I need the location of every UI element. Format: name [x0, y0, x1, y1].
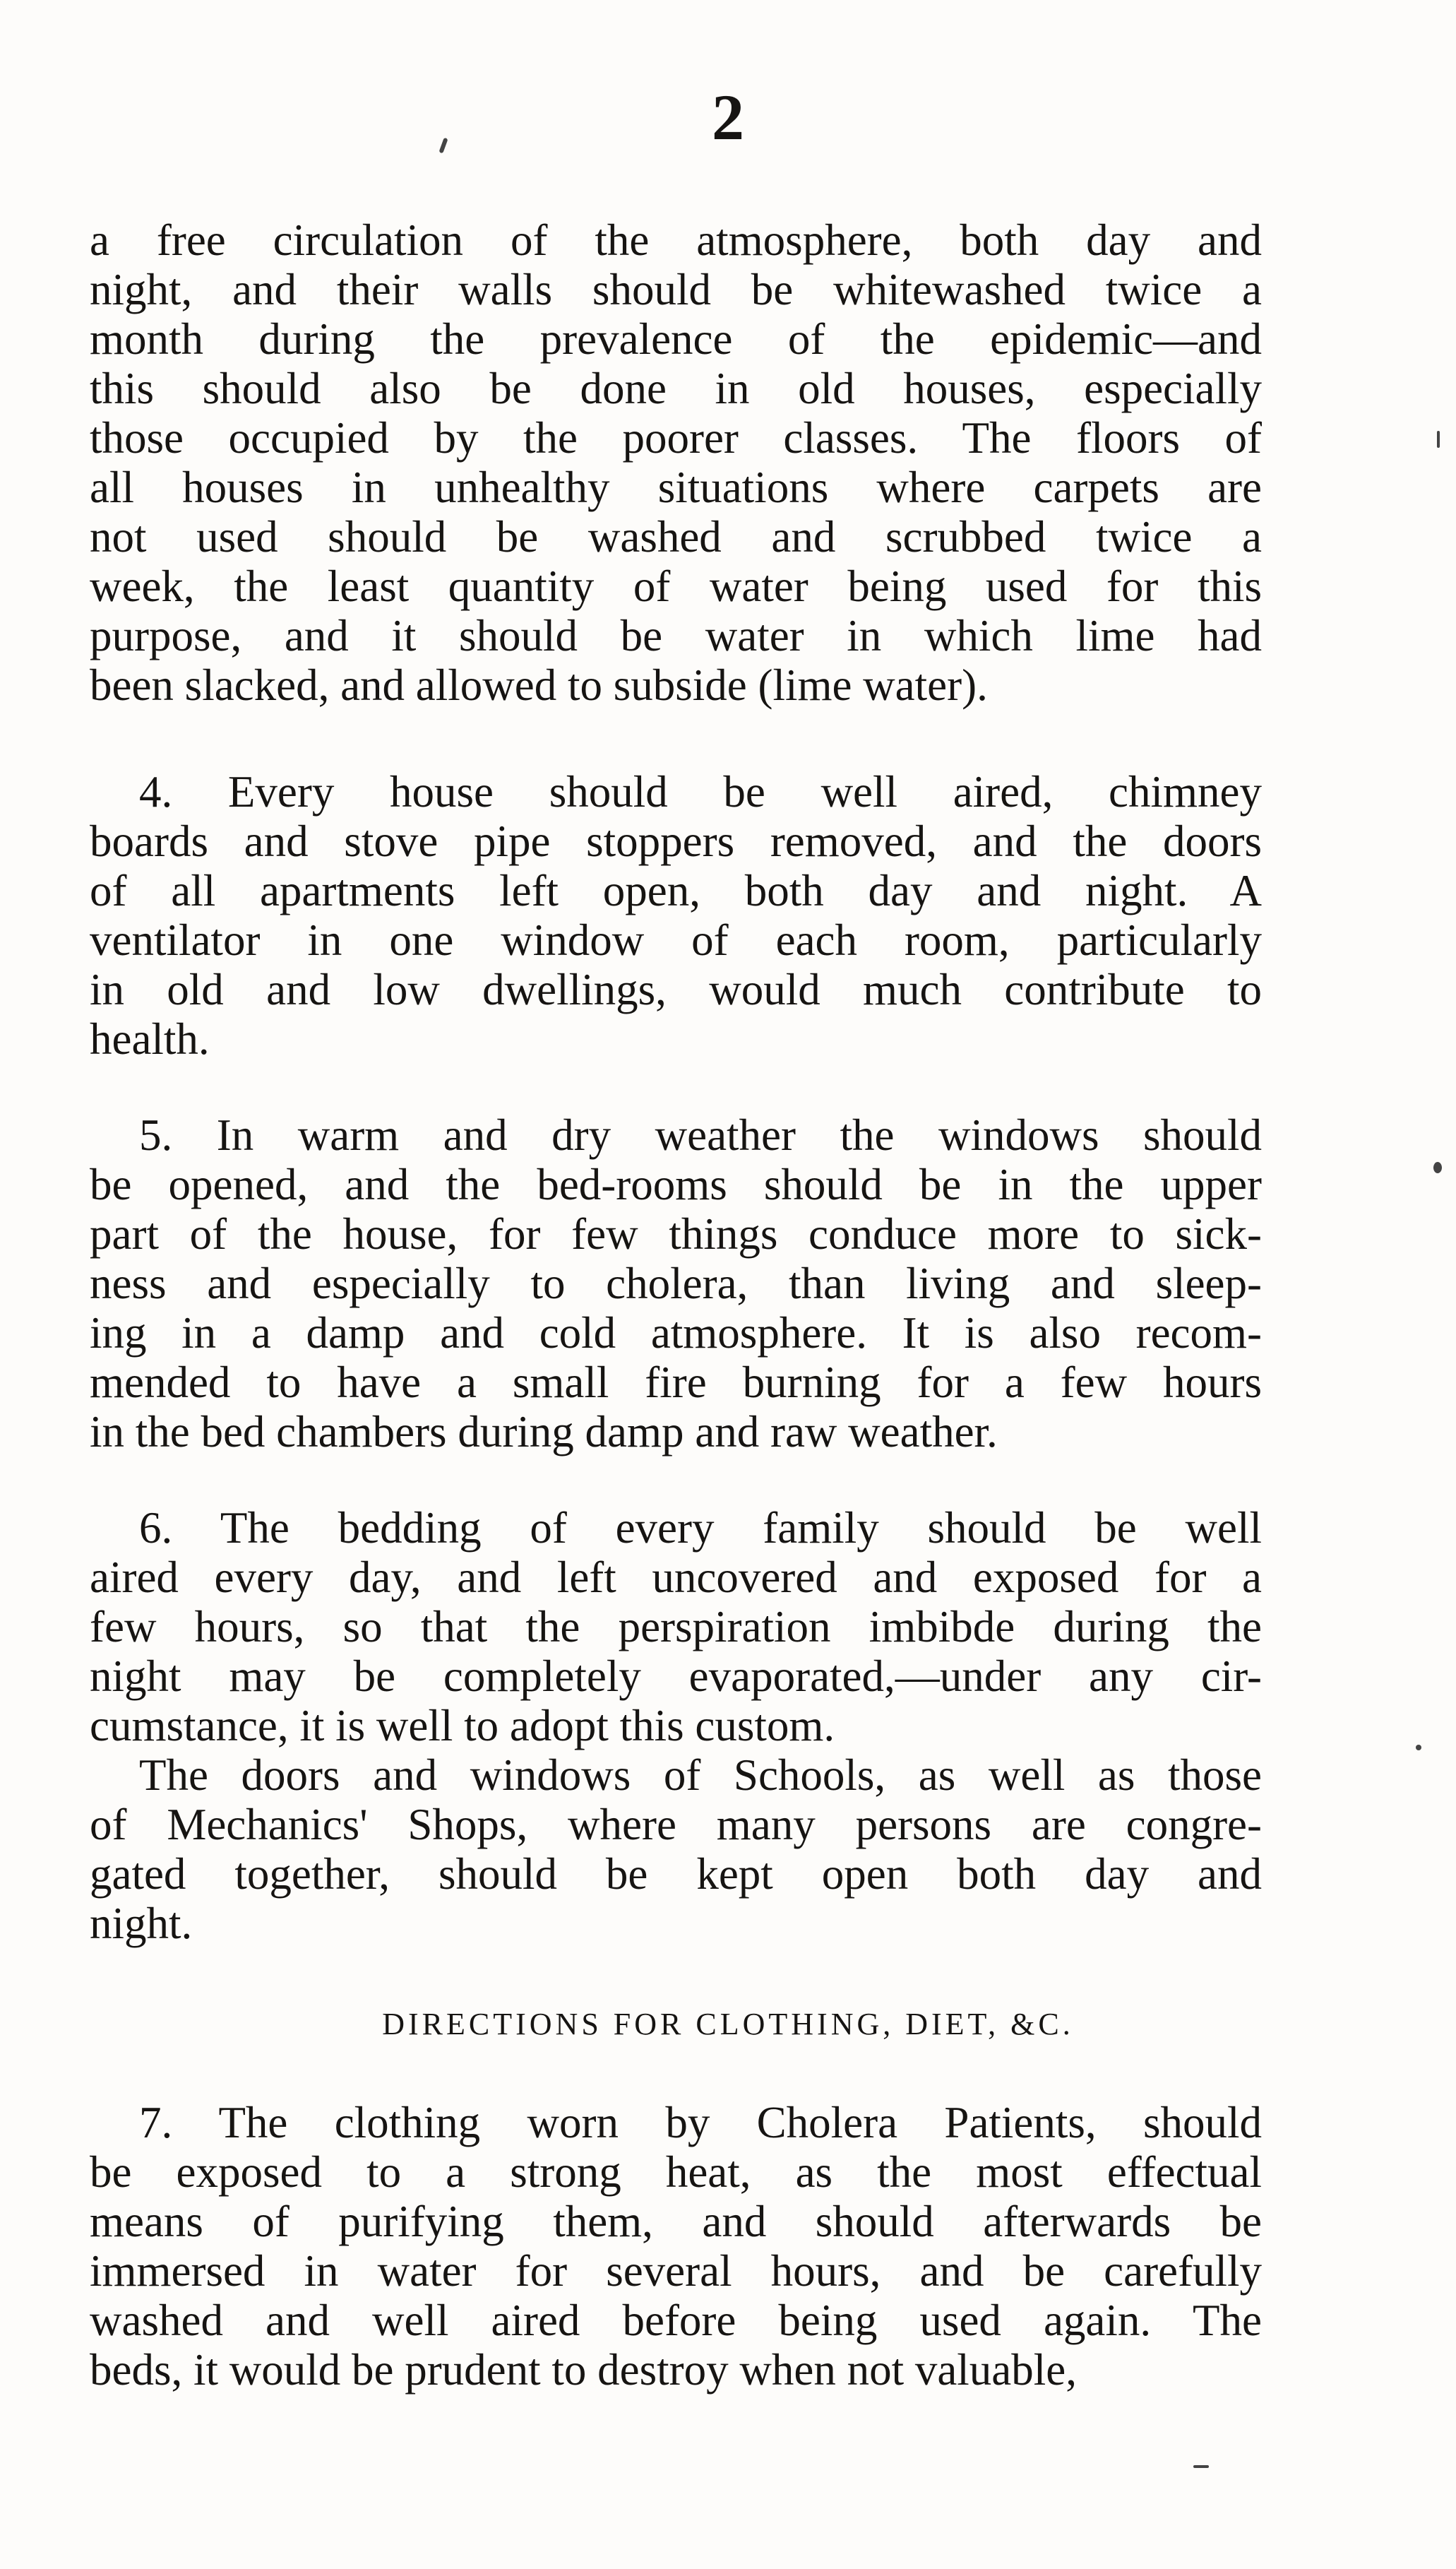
- text-line: those occupied by the poorer classes. The floors of: [90, 413, 1262, 463]
- text-line: ventilator in one window of each room, particularly: [90, 915, 1262, 965]
- ink-speck: [1193, 2465, 1209, 2468]
- text-line: a free circulation of the atmosphere, both day and: [90, 215, 1262, 265]
- text-line: 7. The clothing worn by Cholera Patients, should: [139, 2098, 1262, 2147]
- text-line: means of purifying them, and should afterwards be: [90, 2197, 1262, 2246]
- text-line: night.: [90, 1899, 193, 1948]
- ink-speck: [1416, 1745, 1421, 1750]
- paragraph-5-warm-weather: [90, 1110, 1262, 1456]
- text-line: cumstance, it is well to adopt this custom.: [90, 1701, 835, 1750]
- text-line: of all apartments left open, both day and night. A: [90, 866, 1262, 915]
- text-line: ing in a damp and cold atmosphere. It is also recom-: [90, 1308, 1262, 1358]
- ink-speck: [1433, 1162, 1442, 1173]
- text-line: immersed in water for several hours, and be carefully: [90, 2246, 1262, 2296]
- text-line: of Mechanics' Shops, where many persons are congre-: [90, 1800, 1262, 1849]
- text-line: not used should be washed and scrubbed twice a: [90, 512, 1262, 562]
- text-line: gated together, should be kept open both day and: [90, 1849, 1262, 1899]
- text-line: all houses in unhealthy situations where carpets are: [90, 463, 1262, 512]
- page-number: 2: [712, 81, 744, 153]
- text-line: in old and low dwellings, would much contribute to: [90, 965, 1262, 1014]
- text-line: part of the house, for few things conduce more to sick-: [90, 1209, 1262, 1259]
- text-line: night, and their walls should be whitewashed twice a: [90, 265, 1262, 314]
- text-line: been slacked, and allowed to subside (lime water).: [90, 660, 988, 710]
- paragraph-6-bedding: [90, 1503, 1262, 1750]
- text-line: washed and well aired before being used again. The: [90, 2296, 1262, 2345]
- text-line: in the bed chambers during damp and raw weather.: [90, 1407, 998, 1456]
- text-line: 6. The bedding of every family should be well: [139, 1503, 1262, 1553]
- paragraph-7-clothing: [90, 2098, 1262, 2395]
- text-line: few hours, so that the perspiration imbibde during the: [90, 1602, 1262, 1651]
- text-line: health.: [90, 1014, 210, 1064]
- text-line: purpose, and it should be water in which lime had: [90, 611, 1262, 660]
- text-line: week, the least quantity of water being used for this: [90, 562, 1262, 611]
- text-line: month during the prevalence of the epidemic—and: [90, 314, 1262, 364]
- ink-speck: [1437, 431, 1440, 448]
- text-line: 4. Every house should be well aired, chimney: [139, 767, 1262, 817]
- text-line: 5. In warm and dry weather the windows should: [139, 1110, 1262, 1160]
- paragraph-ventilation-continued: [90, 215, 1262, 710]
- text-line: boards and stove pipe stoppers removed, and the doors: [90, 817, 1262, 866]
- text-line: mended to have a small fire burning for a few hours: [90, 1358, 1262, 1407]
- text-line: ness and especially to cholera, than living and sleep-: [90, 1259, 1262, 1308]
- text-line: The doors and windows of Schools, as well as those: [139, 1750, 1262, 1800]
- text-line: this should also be done in old houses, especially: [90, 364, 1262, 413]
- paragraph-4-airing: [90, 767, 1262, 1064]
- section-heading: DIRECTIONS FOR CLOTHING, DIET, &C.: [382, 2007, 1074, 2041]
- paragraph-schools: [90, 1750, 1262, 1948]
- text-line: beds, it would be prudent to destroy when not valuable,: [90, 2345, 1077, 2395]
- text-line: aired every day, and left uncovered and exposed for a: [90, 1553, 1262, 1602]
- text-line: night may be completely evaporated,—under any cir-: [90, 1651, 1262, 1701]
- text-line: be opened, and the bed-rooms should be in the upper: [90, 1160, 1262, 1209]
- text-line: be exposed to a strong heat, as the most effectual: [90, 2147, 1262, 2197]
